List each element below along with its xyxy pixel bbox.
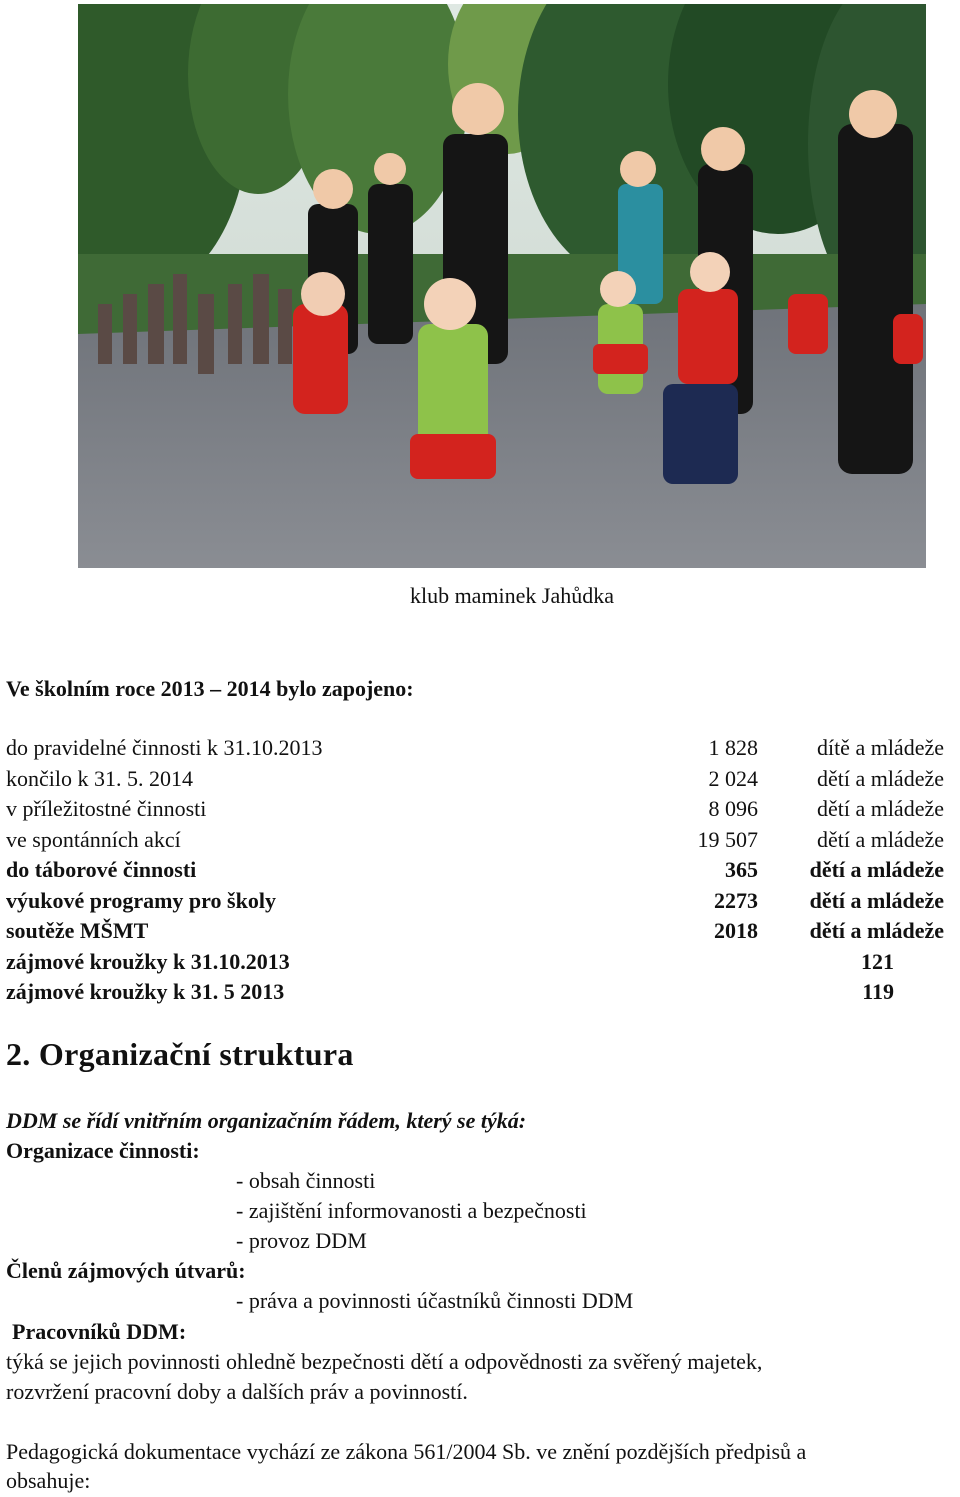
stat-value: 119 bbox=[862, 979, 894, 1004]
stat-row bbox=[6, 796, 946, 826]
members-item: - práva a povinnosti účastníků činnosti DDM bbox=[236, 1288, 634, 1313]
stat-label: do táborové činnosti bbox=[6, 857, 197, 882]
stat-row bbox=[6, 918, 946, 948]
ddm-line: DDM se řídí vnitřním organizačním řádem, který se týká: bbox=[6, 1108, 527, 1133]
stat-unit: dětí a mládeže bbox=[816, 765, 944, 791]
stat-value: 2018 bbox=[714, 918, 758, 943]
photo-caption: klub maminek Jahůdka bbox=[409, 583, 615, 608]
stat-row bbox=[6, 766, 946, 796]
stat-row bbox=[6, 735, 946, 765]
intro-heading: Ve školním roce 2013 – 2014 bylo zapojeno: bbox=[6, 676, 414, 701]
staff-heading: Pracovníků DDM: bbox=[12, 1319, 187, 1344]
org-item: - provoz DDM bbox=[236, 1228, 367, 1253]
stat-row bbox=[6, 949, 946, 979]
stat-value: 2273 bbox=[714, 887, 758, 913]
stat-value: 2 024 bbox=[708, 765, 758, 791]
org-item: - obsah činnosti bbox=[236, 1168, 376, 1193]
stat-row bbox=[6, 827, 946, 857]
stat-label: do pravidelné činnosti k 31.10.2013 bbox=[6, 735, 323, 760]
stat-label: soutěže MŠMT bbox=[6, 918, 149, 943]
stat-row bbox=[6, 888, 946, 918]
stat-label: zájmové kroužky k 31.10.2013 bbox=[6, 948, 290, 974]
staff-text-line: týká se jejich povinnosti ohledně bezpečnosti dětí a odpovědnosti za svěřený majetek, bbox=[6, 1349, 763, 1374]
members-heading: Členů zájmových útvarů: bbox=[6, 1258, 246, 1283]
pedagogy-text-line: obsahuje: bbox=[6, 1468, 91, 1493]
stat-unit: dětí a mládeže bbox=[809, 918, 944, 943]
stat-value: 121 bbox=[861, 948, 894, 974]
stat-row bbox=[6, 857, 946, 887]
stat-unit: dětí a mládeže bbox=[809, 857, 944, 882]
photo-children-dancing bbox=[78, 4, 926, 568]
stat-row bbox=[6, 979, 946, 1009]
stat-unit: dětí a mládeže bbox=[809, 887, 944, 913]
section-title: 2. Organizační struktura bbox=[6, 1036, 354, 1072]
org-item: - zajištění informovanosti a bezpečnosti bbox=[236, 1198, 587, 1223]
stat-unit: dětí a mládeže bbox=[816, 796, 944, 821]
stat-value: 365 bbox=[725, 857, 758, 882]
photo-illustration bbox=[78, 4, 926, 568]
stat-value: 1 828 bbox=[708, 735, 758, 760]
stat-label: v příležitostné činnosti bbox=[6, 796, 207, 821]
stat-unit: dítě a mládeže bbox=[816, 735, 944, 760]
staff-text-line: rozvržení pracovní doby a dalších práv a povinností. bbox=[6, 1379, 468, 1404]
org-heading: Organizace činnosti: bbox=[6, 1138, 200, 1163]
stat-value: 8 096 bbox=[708, 796, 758, 821]
stat-unit: dětí a mládeže bbox=[816, 826, 944, 852]
stat-label: výukové programy pro školy bbox=[6, 887, 276, 913]
stat-label: končilo k 31. 5. 2014 bbox=[6, 765, 193, 791]
stat-value: 19 507 bbox=[697, 826, 758, 852]
pedagogy-text-line: Pedagogická dokumentace vychází ze zákona 561/2004 Sb. ve znění pozdějších předpisů a bbox=[6, 1439, 807, 1464]
stat-label: ve spontánních akcí bbox=[6, 826, 181, 852]
stat-label: zájmové kroužky k 31. 5 2013 bbox=[6, 979, 285, 1004]
